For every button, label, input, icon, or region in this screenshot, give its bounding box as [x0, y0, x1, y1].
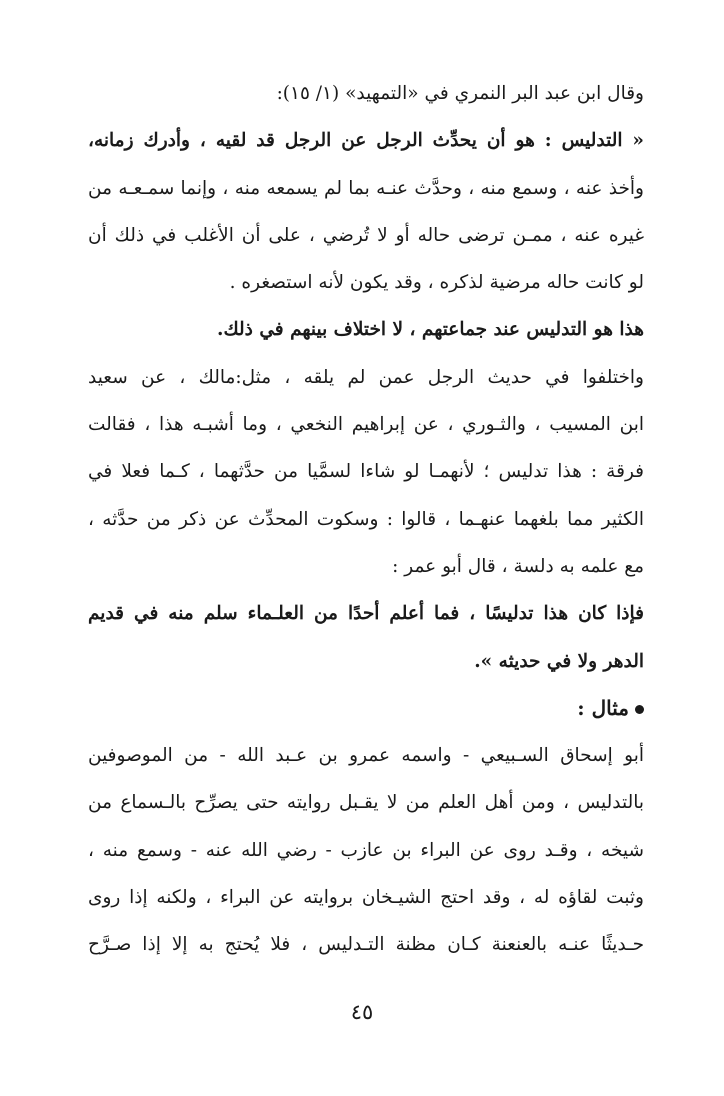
- text-line: وأخذ عنه ، وسمع منه ، وحدَّث عنـه بما لم يسمعه منه ، وإنما سمـعـه من: [88, 177, 644, 199]
- example-text-line: حـديثًا عنـه بالعنعنة كـان مظنة التـدليس ، فلا يُحتج به إلا إذا صـرَّح: [88, 934, 644, 956]
- example-text-line: شيخه ، وقـد روى عن البراء بن عازب - رضي الله عنه - وسمع منه ،: [88, 839, 644, 861]
- text-line: الكثير مما بلغهما عنهـما ، قالوا : وسكوت المحدِّث عن ذكر من حدَّثه ،: [88, 508, 644, 530]
- bold-quote-line: هذا هو التدليس عند جماعتهم ، لا اختلاف بينهم في ذلك.: [217, 319, 644, 341]
- bold-quote-line: الدهر ولا في حديثه ».: [474, 650, 644, 672]
- text-line: وقال ابن عبد البر النمري في «التمهيد» (١/ ١٥):: [276, 83, 644, 104]
- bullet-icon: [635, 705, 644, 714]
- page-number: ٤٥: [350, 1000, 374, 1024]
- example-text-line: وثبت لقاؤه له ، وقد احتج الشيـخان بروايته عن البراء ، ولكنه إذا روى: [88, 887, 644, 909]
- text-line: واختلفوا في حديث الرجل عمن لم يلقه ، مثل:مالك ، عن سعيد: [88, 366, 644, 388]
- example-heading: [88, 685, 644, 732]
- example-text-line: بالتدليس ، ومن أهل العلم من لا يقـبل روايته حتى يصرِّح بالـسماع من: [88, 792, 644, 814]
- text-line: ابن المسيب ، والثـوري ، عن إبراهيم النخعي ، وما أشبـه هذا ، فقالت: [88, 414, 644, 436]
- example-heading-label: مثال :: [577, 695, 629, 720]
- example-text-line: أبو إسحاق السـبيعي - واسمه عمرو بن عـبد الله - من الموصوفين: [88, 745, 644, 767]
- text-line: فرقة : هذا تدليس ؛ لأنهمـا لو شاءا لسمَّيا من حدَّثهما ، كـما فعلا في: [88, 461, 644, 483]
- text-line: غيره عنه ، ممـن ترضى حاله أو لا تُرضي ، على أن الأغلب في ذلك أن: [88, 224, 644, 246]
- document-page: [88, 70, 644, 969]
- bold-quote-line: « التدليس : هو أن يحدِّث الرجل عن الرجل قد لقيه ، وأدرك زمانه،: [88, 130, 644, 152]
- bold-quote-line: فإذا كان هذا تدليسًا ، فما أعلم أحدًا من العلـماء سلم منه في قديم: [88, 603, 644, 625]
- text-line: لو كانت حاله مرضية لذكره ، وقد يكون لأنه استصغره .: [229, 272, 644, 294]
- text-line: مع علمه به دلسة ، قال أبو عمر :: [392, 555, 644, 577]
